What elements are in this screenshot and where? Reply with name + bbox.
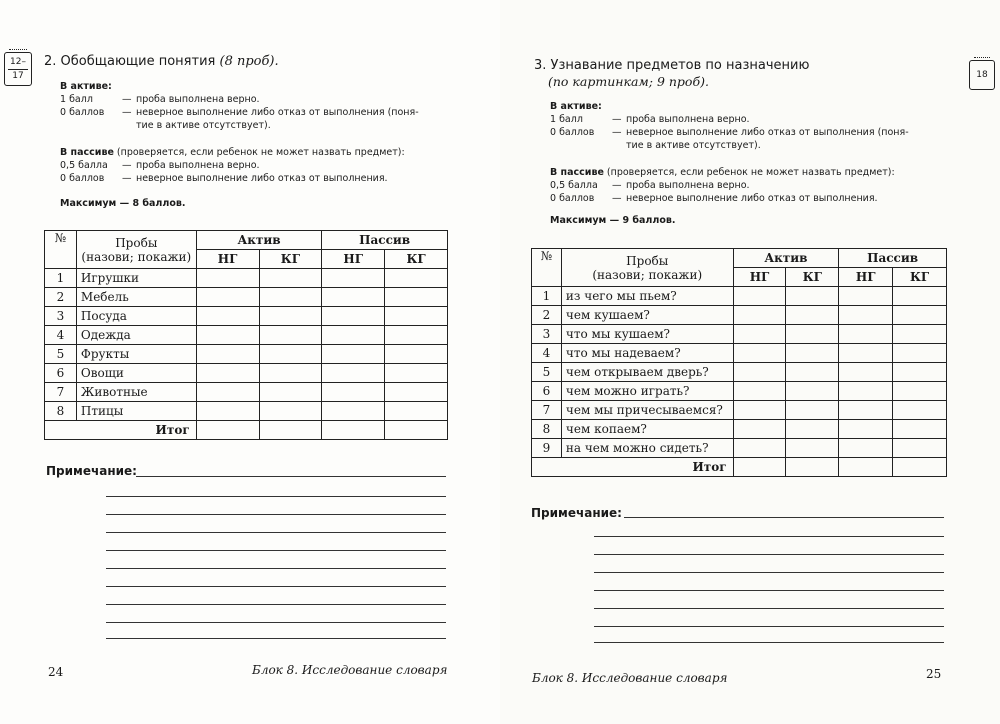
active-kg-header: КГ [786, 268, 839, 287]
row-number: 7 [45, 383, 77, 402]
score-dash: — [122, 160, 132, 171]
score-desc: проба выполнена верно. [136, 94, 260, 105]
score-dash: — [122, 173, 132, 184]
badge-bottom: 17 [12, 71, 24, 81]
score-key: 0 баллов [60, 173, 105, 184]
maximum-score: Максимум — 8 баллов. [60, 198, 186, 209]
row-number: 6 [532, 382, 562, 401]
table-row [45, 326, 448, 345]
score-cell[interactable] [259, 345, 322, 364]
page-footer: Блок 8. Исследование словаря [532, 671, 728, 685]
score-cell[interactable] [733, 439, 786, 458]
note-line[interactable] [624, 517, 944, 518]
score-desc: неверное выполнение либо отказ от выполнения (поня- [136, 107, 419, 118]
active-scoring [550, 100, 950, 152]
score-cell[interactable] [893, 287, 947, 306]
row-number: 2 [45, 288, 77, 307]
badge-top: 12– [10, 57, 26, 67]
probe-name: Овощи [76, 364, 196, 383]
table-row [45, 307, 448, 326]
score-dash [612, 139, 626, 152]
probes-table [44, 230, 448, 440]
note-line[interactable] [106, 532, 446, 533]
section-title-text: 2. Обобщающие понятия [44, 54, 216, 69]
score-desc: проба выполнена верно. [626, 180, 750, 191]
score-dash: — [612, 180, 622, 191]
passive-ng-header: НГ [322, 250, 385, 269]
score-cell[interactable] [259, 421, 322, 440]
score-cell[interactable] [786, 458, 839, 477]
row-number: 3 [45, 307, 77, 326]
badge-number: 18 [976, 70, 988, 80]
score-cell[interactable] [385, 288, 448, 307]
table-row [532, 287, 947, 306]
score-cell[interactable] [385, 326, 448, 345]
row-number: 9 [532, 439, 562, 458]
score-desc: проба выполнена верно. [136, 160, 260, 171]
score-dash: — [612, 127, 622, 138]
score-cell[interactable] [259, 364, 322, 383]
score-cell[interactable] [839, 439, 893, 458]
score-cell[interactable] [385, 364, 448, 383]
probe-name: Животные [76, 383, 196, 402]
passive-label: В пассиве [60, 147, 114, 158]
score-cell[interactable] [893, 439, 947, 458]
active-label: В активе: [550, 101, 602, 112]
probe-name: на чем можно сидеть? [561, 439, 733, 458]
score-cell[interactable] [733, 420, 786, 439]
score-cell[interactable] [259, 326, 322, 345]
col-num-header: № [532, 249, 562, 287]
score-desc: тие в активе отсутствует). [136, 120, 271, 131]
note-line[interactable] [594, 626, 944, 627]
row-number: 7 [532, 401, 562, 420]
section-subtitle: (по картинкам; 9 проб). [548, 74, 709, 89]
score-cell[interactable] [322, 383, 385, 402]
score-dash: — [612, 114, 622, 125]
note-line[interactable] [106, 586, 446, 587]
score-cell[interactable] [196, 307, 259, 326]
score-cell[interactable] [322, 345, 385, 364]
row-number: 5 [532, 363, 562, 382]
score-key [550, 139, 612, 152]
table-row [532, 382, 947, 401]
score-key: 0 баллов [60, 107, 105, 118]
score-desc: неверное выполнение либо отказ от выполнения. [626, 193, 878, 204]
total-label: Итог [45, 421, 197, 440]
score-cell[interactable] [196, 402, 259, 421]
probe-name: Посуда [76, 307, 196, 326]
note-line[interactable] [594, 536, 944, 537]
score-cell[interactable] [259, 269, 322, 288]
score-cell[interactable] [733, 382, 786, 401]
score-cell[interactable] [196, 345, 259, 364]
score-cell[interactable] [893, 363, 947, 382]
probe-name: чем мы причесываемся? [561, 401, 733, 420]
probes-table [531, 248, 947, 477]
score-cell[interactable] [385, 307, 448, 326]
score-dash [122, 119, 136, 132]
score-cell[interactable] [839, 382, 893, 401]
score-cell[interactable] [839, 458, 893, 477]
passive-note: (проверяется, если ребенок не может назвать предмет): [603, 167, 895, 178]
score-cell[interactable] [786, 439, 839, 458]
score-cell[interactable] [786, 287, 839, 306]
col-num-header: № [45, 231, 77, 269]
score-cell[interactable] [893, 401, 947, 420]
page-footer: Блок 8. Исследование словаря [252, 663, 448, 677]
score-cell[interactable] [893, 325, 947, 344]
passive-kg-header: КГ [385, 250, 448, 269]
score-cell[interactable] [259, 288, 322, 307]
score-cell[interactable] [786, 382, 839, 401]
probe-name: Одежда [76, 326, 196, 345]
score-cell[interactable] [385, 383, 448, 402]
score-cell[interactable] [733, 401, 786, 420]
score-cell[interactable] [839, 344, 893, 363]
score-dash: — [122, 94, 132, 105]
col-passive-header: Пассив [322, 231, 448, 250]
score-cell[interactable] [322, 307, 385, 326]
row-number: 6 [45, 364, 77, 383]
score-cell[interactable] [786, 344, 839, 363]
score-cell[interactable] [839, 401, 893, 420]
score-cell[interactable] [839, 287, 893, 306]
note-line[interactable] [106, 496, 446, 497]
score-cell[interactable] [196, 383, 259, 402]
table-row [45, 288, 448, 307]
probe-name: чем открываем дверь? [561, 363, 733, 382]
score-cell[interactable] [196, 364, 259, 383]
probes-header-line2: (назови; покажи) [81, 249, 192, 264]
note-line[interactable] [106, 638, 446, 639]
note-line[interactable] [106, 568, 446, 569]
active-ng-header: НГ [196, 250, 259, 269]
table-row [45, 402, 448, 421]
table-row [532, 420, 947, 439]
note-line[interactable] [106, 622, 446, 623]
probe-name: Фрукты [76, 345, 196, 364]
probe-name: что мы надеваем? [561, 344, 733, 363]
score-cell[interactable] [385, 421, 448, 440]
note-line[interactable] [594, 642, 944, 643]
active-ng-header: НГ [733, 268, 786, 287]
score-cell[interactable] [385, 402, 448, 421]
total-label: Итог [532, 458, 734, 477]
score-desc: неверное выполнение либо отказ от выполнения (поня- [626, 127, 909, 138]
active-label: В активе: [60, 81, 112, 92]
table-row [532, 306, 947, 325]
probe-name: чем можно играть? [561, 382, 733, 401]
score-cell[interactable] [322, 269, 385, 288]
score-cell[interactable] [322, 421, 385, 440]
row-number: 8 [45, 402, 77, 421]
note-line[interactable] [106, 550, 446, 551]
table-row [45, 345, 448, 364]
score-cell[interactable] [839, 306, 893, 325]
score-cell[interactable] [259, 402, 322, 421]
col-probes-header [76, 231, 196, 269]
passive-label: В пассиве [550, 167, 604, 178]
score-cell[interactable] [786, 306, 839, 325]
row-number: 3 [532, 325, 562, 344]
score-key [60, 119, 122, 132]
score-cell[interactable] [786, 325, 839, 344]
score-cell[interactable] [786, 363, 839, 382]
calendar-badge-icon [4, 52, 32, 86]
table-row [45, 364, 448, 383]
col-active-header: Актив [196, 231, 322, 250]
row-number: 4 [45, 326, 77, 345]
probe-name: Игрушки [76, 269, 196, 288]
score-cell[interactable] [322, 326, 385, 345]
score-key: 1 балл [550, 114, 583, 125]
note-line[interactable] [594, 608, 944, 609]
passive-scoring [60, 146, 460, 185]
score-key: 0 баллов [550, 127, 595, 138]
score-cell[interactable] [786, 420, 839, 439]
passive-note: (проверяется, если ребенок не может назвать предмет): [113, 147, 405, 158]
probe-name: Птицы [76, 402, 196, 421]
page-number: 25 [926, 667, 942, 681]
probe-name: Мебель [76, 288, 196, 307]
table-row [532, 344, 947, 363]
section-title [44, 54, 279, 69]
score-desc: тие в активе отсутствует). [626, 140, 761, 151]
score-cell[interactable] [733, 325, 786, 344]
score-cell[interactable] [196, 326, 259, 345]
score-key: 1 балл [60, 94, 93, 105]
active-scoring [60, 80, 440, 132]
probe-name: чем кушаем? [561, 306, 733, 325]
note-line[interactable] [594, 590, 944, 591]
score-dash: — [612, 193, 622, 204]
row-number: 1 [532, 287, 562, 306]
probe-name: из чего мы пьем? [561, 287, 733, 306]
score-cell[interactable] [733, 306, 786, 325]
passive-scoring [550, 166, 970, 205]
score-cell[interactable] [385, 269, 448, 288]
table-row [45, 269, 448, 288]
score-cell[interactable] [893, 420, 947, 439]
score-cell[interactable] [196, 421, 259, 440]
page-number: 24 [48, 665, 64, 679]
row-number: 4 [532, 344, 562, 363]
score-desc: неверное выполнение либо отказ от выполнения. [136, 173, 388, 184]
score-key: 0,5 балла [550, 180, 598, 191]
score-cell[interactable] [893, 458, 947, 477]
note-line[interactable] [106, 514, 446, 515]
probes-header-line2: (назови; покажи) [592, 267, 703, 282]
probe-name: что мы кушаем? [561, 325, 733, 344]
col-active-header: Актив [733, 249, 839, 268]
score-cell[interactable] [733, 287, 786, 306]
probe-name: чем копаем? [561, 420, 733, 439]
note-label: Примечание: [531, 506, 622, 520]
probes-header-line1: Пробы [626, 253, 669, 268]
table-row [532, 363, 947, 382]
score-cell[interactable] [786, 401, 839, 420]
score-cell[interactable] [893, 344, 947, 363]
score-desc: проба выполнена верно. [626, 114, 750, 125]
calendar-badge-icon [969, 60, 995, 90]
table-row [532, 325, 947, 344]
score-cell[interactable] [893, 306, 947, 325]
row-number: 1 [45, 269, 77, 288]
row-number: 8 [532, 420, 562, 439]
note-line[interactable] [136, 476, 446, 477]
score-cell[interactable] [322, 402, 385, 421]
score-cell[interactable] [259, 307, 322, 326]
score-cell[interactable] [733, 458, 786, 477]
score-cell[interactable] [196, 288, 259, 307]
score-cell[interactable] [839, 325, 893, 344]
probes-header-line1: Пробы [115, 235, 158, 250]
row-number: 2 [532, 306, 562, 325]
score-cell[interactable] [259, 383, 322, 402]
right-page [500, 0, 1000, 724]
score-cell[interactable] [385, 345, 448, 364]
active-kg-header: КГ [259, 250, 322, 269]
section-title: 3. Узнавание предметов по назначению [534, 58, 810, 73]
col-passive-header: Пассив [839, 249, 947, 268]
note-line[interactable] [594, 572, 944, 573]
score-key: 0 баллов [550, 193, 595, 204]
score-cell[interactable] [893, 382, 947, 401]
score-cell[interactable] [733, 344, 786, 363]
note-line[interactable] [106, 604, 446, 605]
passive-kg-header: КГ [893, 268, 947, 287]
maximum-score: Максимум — 9 баллов. [550, 215, 676, 226]
section-title-note: (8 проб). [219, 54, 279, 69]
score-cell[interactable] [196, 269, 259, 288]
passive-ng-header: НГ [839, 268, 893, 287]
score-dash: — [122, 107, 132, 118]
score-cell[interactable] [322, 288, 385, 307]
score-key: 0,5 балла [60, 160, 108, 171]
note-line[interactable] [594, 554, 944, 555]
row-number: 5 [45, 345, 77, 364]
score-cell[interactable] [733, 363, 786, 382]
table-row [532, 439, 947, 458]
table-row [532, 401, 947, 420]
score-cell[interactable] [839, 420, 893, 439]
col-probes-header [561, 249, 733, 287]
note-label: Примечание: [46, 464, 137, 478]
score-cell[interactable] [322, 364, 385, 383]
score-cell[interactable] [839, 363, 893, 382]
table-row [45, 383, 448, 402]
